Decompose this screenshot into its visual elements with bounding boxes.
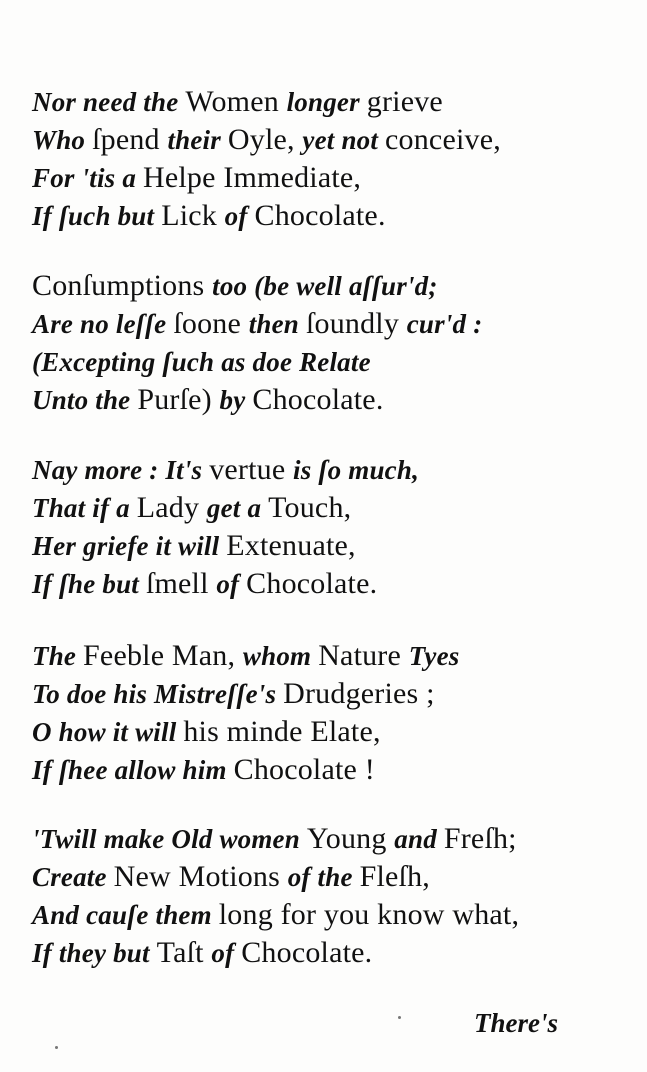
- italic-text: of: [224, 201, 255, 231]
- italic-text: O how it will: [32, 717, 184, 747]
- italic-text: of: [211, 938, 242, 968]
- poem-line: [32, 159, 622, 197]
- roman-text: conceive,: [385, 123, 501, 156]
- italic-text: (Excepting ſuch as doe Relate: [32, 347, 371, 377]
- poem-line: [32, 83, 622, 121]
- roman-text: ſmell: [145, 567, 217, 600]
- stanza-4: [32, 637, 622, 789]
- stanza-1: [32, 83, 622, 235]
- poem-line: [32, 527, 622, 565]
- italic-text: The: [32, 641, 84, 671]
- italic-text: too (be well aſſur'd;: [212, 271, 438, 301]
- poem-line: [32, 489, 622, 527]
- paper-speck: [55, 1046, 58, 1049]
- catchword: There's: [474, 1008, 558, 1038]
- italic-text: of: [216, 569, 247, 599]
- poem-line: [32, 713, 622, 751]
- roman-text: Women: [185, 85, 287, 118]
- italic-text: and: [394, 824, 444, 854]
- poem-line: [32, 858, 622, 896]
- roman-text: ſoone: [173, 307, 249, 340]
- poem-line: [32, 934, 622, 972]
- italic-text: Nay more : It's: [32, 455, 210, 485]
- roman-text: Young: [306, 822, 395, 855]
- stanza-3: [32, 451, 622, 603]
- italic-text: Nor need the: [32, 87, 186, 117]
- stanza-2: [32, 267, 622, 419]
- roman-text: Purſe): [137, 383, 220, 416]
- italic-text: 'Twill make Old women: [32, 824, 307, 854]
- roman-text: Helpe Immediate,: [142, 161, 362, 194]
- roman-text: Chocolate.: [252, 383, 384, 416]
- poem-line: [32, 343, 622, 381]
- roman-text: Lady: [136, 491, 207, 524]
- italic-text: get a: [206, 493, 269, 523]
- roman-text: New Motions: [113, 860, 288, 893]
- roman-text: Chocolate.: [254, 199, 386, 232]
- roman-text: ſpend: [92, 123, 168, 156]
- roman-text: Oyle,: [227, 123, 303, 156]
- italic-text: Unto the: [32, 385, 138, 415]
- italic-text: by: [219, 385, 253, 415]
- italic-text: their: [167, 125, 228, 155]
- poem-line: [32, 751, 622, 789]
- italic-text: yet not: [302, 125, 386, 155]
- italic-text: Tyes: [408, 641, 460, 671]
- paper-speck: [398, 1016, 401, 1019]
- italic-text: cur'd :: [406, 309, 483, 339]
- italic-text: If ſhee allow him: [32, 755, 234, 785]
- roman-text: ſoundly: [305, 307, 407, 340]
- poem-line: [32, 896, 622, 934]
- roman-text: long for you know what,: [218, 898, 520, 931]
- poem-line: [32, 820, 622, 858]
- italic-text: That if a: [32, 493, 137, 523]
- roman-text: Nature: [318, 639, 409, 672]
- italic-text: If they but: [32, 938, 157, 968]
- italic-text: longer: [286, 87, 367, 117]
- roman-text: Feeble Man,: [83, 639, 243, 672]
- roman-text: Lick: [161, 199, 225, 232]
- italic-text: Are no leſſe: [32, 309, 174, 339]
- roman-text: Chocolate !: [233, 753, 375, 786]
- italic-text: Who: [32, 125, 93, 155]
- italic-text: Create: [32, 862, 114, 892]
- roman-text: Taſt: [156, 936, 212, 969]
- roman-text: Fleſh,: [359, 860, 430, 893]
- poem-line: [32, 305, 622, 343]
- roman-text: his minde Elate,: [183, 715, 381, 748]
- roman-text: Conſumptions: [32, 269, 213, 302]
- poem-line: [32, 565, 622, 603]
- poem-line: [32, 267, 622, 305]
- roman-text: Drudgeries ;: [283, 677, 435, 710]
- italic-text: To doe his Mistreſſe's: [32, 679, 284, 709]
- italic-text: of the: [287, 862, 360, 892]
- roman-text: Freſh;: [443, 822, 517, 855]
- italic-text: And cauſe them: [32, 900, 219, 930]
- italic-text: Her griefe it will: [32, 531, 227, 561]
- italic-text: If ſuch but: [32, 201, 162, 231]
- poem-line: [32, 675, 622, 713]
- poem-line: [32, 637, 622, 675]
- italic-text: is ſo much,: [293, 455, 420, 485]
- roman-text: Chocolate.: [241, 936, 373, 969]
- italic-text: For 'tis a: [32, 163, 143, 193]
- poem-line: [32, 451, 622, 489]
- roman-text: vertue: [209, 453, 294, 486]
- poem-line: [32, 381, 622, 419]
- roman-text: grieve: [366, 85, 443, 118]
- roman-text: Extenuate,: [226, 529, 356, 562]
- roman-text: Touch,: [268, 491, 352, 524]
- poem-line: [32, 197, 622, 235]
- italic-text: If ſhe but: [32, 569, 146, 599]
- italic-text: whom: [242, 641, 319, 671]
- roman-text: Chocolate.: [246, 567, 378, 600]
- stanza-5: [32, 820, 622, 972]
- italic-text: then: [248, 309, 306, 339]
- poem-line: [32, 121, 622, 159]
